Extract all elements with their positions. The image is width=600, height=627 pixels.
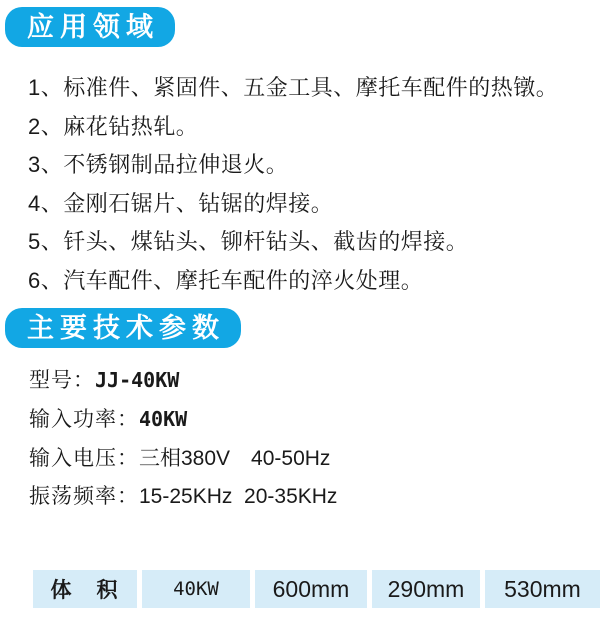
- spec-row-oscillation-frequency: [29, 478, 337, 516]
- spec-value: 40KW: [139, 407, 188, 432]
- application-list-item: 6、汽车配件、摩托车配件的淬火处理。: [28, 267, 424, 293]
- spec-value: 三相380V 40-50Hz: [139, 446, 331, 470]
- parameters-list: [29, 361, 337, 517]
- application-list-item: 2、麻花钻热轧。: [28, 113, 199, 139]
- application-list-item: 1、标准件、紧固件、五金工具、摩托车配件的热镦。: [28, 75, 559, 100]
- spec-label: 输入电压：: [29, 446, 139, 470]
- parameters-header-label: 主要技术参数: [27, 313, 225, 343]
- applications-list: [28, 69, 558, 301]
- application-list-item: 4、金刚石锯片、钻锯的焊接。: [28, 190, 334, 216]
- size-cell-power: 40KW: [142, 570, 250, 608]
- spec-label: 振荡频率：: [29, 485, 139, 509]
- spec-row-input-voltage: [29, 440, 337, 478]
- application-list-item: 5、钎头、煤钻头、铆杆钻头、截齿的焊接。: [28, 229, 469, 255]
- parameters-header-badge: [5, 308, 241, 348]
- size-cell-length: 600mm: [255, 570, 367, 608]
- spec-value: JJ-40KW: [95, 368, 180, 392]
- application-list-item: 3、不锈钢制品拉伸退火。: [28, 152, 289, 178]
- size-cell-width: 290mm: [372, 570, 480, 608]
- size-cell-volume-label: 体 积: [33, 570, 137, 608]
- spec-row-model: [29, 361, 337, 400]
- spec-value: 15-25KHz 20-35KHz: [139, 485, 338, 509]
- applications-header-badge: [5, 7, 175, 47]
- spec-label: 输入功率：: [29, 408, 139, 432]
- applications-header-label: 应用领域: [27, 12, 159, 42]
- spec-row-input-power: [29, 400, 337, 439]
- spec-label: 型号：: [29, 369, 95, 392]
- size-cell-height: 530mm: [485, 570, 600, 608]
- size-table: [33, 570, 600, 608]
